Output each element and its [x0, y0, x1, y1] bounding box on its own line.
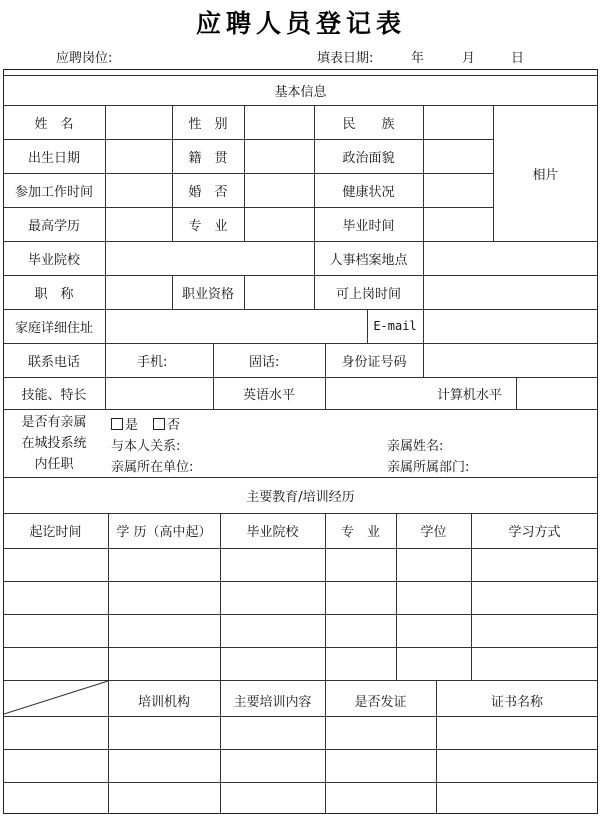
label-email: E-mail: [373, 319, 417, 333]
col-cert-name: 证书名称: [490, 695, 543, 710]
position-label: 应聘岗位:: [56, 51, 113, 66]
diagonal-corner-line: [3, 680, 109, 716]
checkbox-no-label: 否: [167, 418, 181, 433]
label-id-number: 身份证号码: [341, 354, 407, 370]
field-english[interactable]: [325, 377, 423, 409]
relatives-question-line1: 是否有亲属: [21, 414, 87, 430]
field-graduation-time[interactable]: [423, 207, 493, 241]
col-content: 主要培训内容: [233, 695, 312, 710]
label-graduation-time: 毕业时间: [342, 218, 395, 234]
field-gender[interactable]: [244, 105, 314, 139]
label-title-rank: 职 称: [34, 286, 74, 302]
label-relative-name: 亲属姓名:: [387, 439, 444, 454]
col-school: 毕业院校: [246, 525, 299, 540]
col-period: 起讫时间: [29, 525, 82, 540]
col-certified: 是否发证: [354, 695, 407, 710]
col-degree-type: 学位: [420, 525, 447, 540]
form-title: 应聘人员登记表: [195, 9, 406, 38]
label-name: 姓 名: [34, 116, 74, 132]
label-english: 英语水平: [242, 387, 295, 403]
label-address: 家庭详细住址: [14, 320, 93, 336]
field-id-number[interactable]: [423, 343, 598, 377]
label-work-start: 参加工作时间: [14, 184, 93, 200]
checkbox-yes-label: 是: [125, 418, 139, 433]
relatives-question-line2: 在城投系统: [21, 435, 87, 451]
field-political-status[interactable]: [423, 139, 493, 173]
label-native-place: 籍 贯: [188, 150, 228, 166]
grid-hline-13: [3, 548, 598, 549]
field-ethnicity[interactable]: [423, 105, 493, 139]
relatives-question-line3: 内任职: [34, 456, 74, 472]
checkbox-no-box[interactable]: [153, 418, 165, 430]
label-major: 专 业: [188, 218, 228, 234]
col-study-mode: 学习方式: [508, 525, 561, 540]
label-birth-date: 出生日期: [27, 150, 80, 166]
date-label: 填表日期:: [317, 51, 374, 66]
field-education[interactable]: [105, 207, 172, 241]
grid-hline-20: [3, 782, 598, 783]
col-institution: 培训机构: [137, 695, 190, 710]
label-relative-unit: 亲属所在单位:: [111, 460, 194, 475]
label-health: 健康状况: [342, 184, 395, 200]
field-email[interactable]: [423, 309, 598, 343]
grid-hline-14: [3, 581, 598, 582]
label-archive-location: 人事档案地点: [329, 252, 408, 268]
field-available-time[interactable]: [423, 275, 598, 309]
checkbox-yes-box[interactable]: [111, 418, 123, 430]
label-marital: 婚 否: [188, 184, 228, 200]
label-school: 毕业院校: [27, 252, 80, 268]
field-native-place[interactable]: [244, 139, 314, 173]
field-qualification[interactable]: [244, 275, 314, 309]
label-skills: 技能、特长: [21, 387, 87, 403]
label-gender: 性 别: [188, 116, 228, 132]
field-skills[interactable]: [105, 377, 213, 409]
field-computer[interactable]: [516, 377, 598, 409]
label-relative-dept: 亲属所属部门:: [387, 460, 470, 475]
field-work-start[interactable]: [105, 173, 172, 207]
label-qualification: 职业资格: [181, 286, 234, 302]
field-health[interactable]: [423, 173, 493, 207]
day-label: 日: [511, 51, 525, 66]
grid-vline-14: [220, 513, 221, 814]
field-birth-date[interactable]: [105, 139, 172, 173]
label-education: 最高学历: [27, 218, 80, 234]
grid-hline-16: [3, 647, 598, 648]
grid-vline-15: [325, 513, 326, 814]
label-relation: 与本人关系:: [111, 439, 181, 454]
field-school[interactable]: [105, 241, 314, 275]
col-major: 专 业: [340, 525, 380, 540]
col-degree: 学 历（高中起）: [116, 525, 212, 540]
label-ethnicity: 民 族: [342, 116, 395, 132]
label-available-time: 可上岗时间: [335, 286, 401, 302]
field-major[interactable]: [244, 207, 314, 241]
checkbox-yes[interactable]: [111, 414, 138, 433]
label-landline[interactable]: 固话:: [249, 354, 280, 370]
year-label: 年: [411, 51, 425, 66]
section-basic-info: 基本信息: [274, 84, 327, 100]
checkbox-no[interactable]: [153, 414, 180, 433]
field-archive-location[interactable]: [423, 241, 598, 275]
label-phone: 联系电话: [27, 354, 80, 370]
relatives-question: [3, 409, 105, 477]
field-address[interactable]: [105, 309, 367, 343]
section-education: 主要教育/培训经历: [246, 489, 355, 505]
month-label: 月: [462, 51, 476, 66]
field-marital[interactable]: [244, 173, 314, 207]
field-title-rank[interactable]: [105, 275, 172, 309]
label-mobile[interactable]: 手机:: [137, 354, 168, 370]
grid-hline-19: [3, 749, 598, 750]
photo-cell: 相片: [532, 167, 559, 183]
label-computer: 计算机水平: [436, 387, 502, 403]
label-political-status: 政治面貌: [342, 150, 395, 166]
field-name[interactable]: [105, 105, 172, 139]
grid-vline-13: [108, 513, 109, 814]
grid-hline-15: [3, 614, 598, 615]
